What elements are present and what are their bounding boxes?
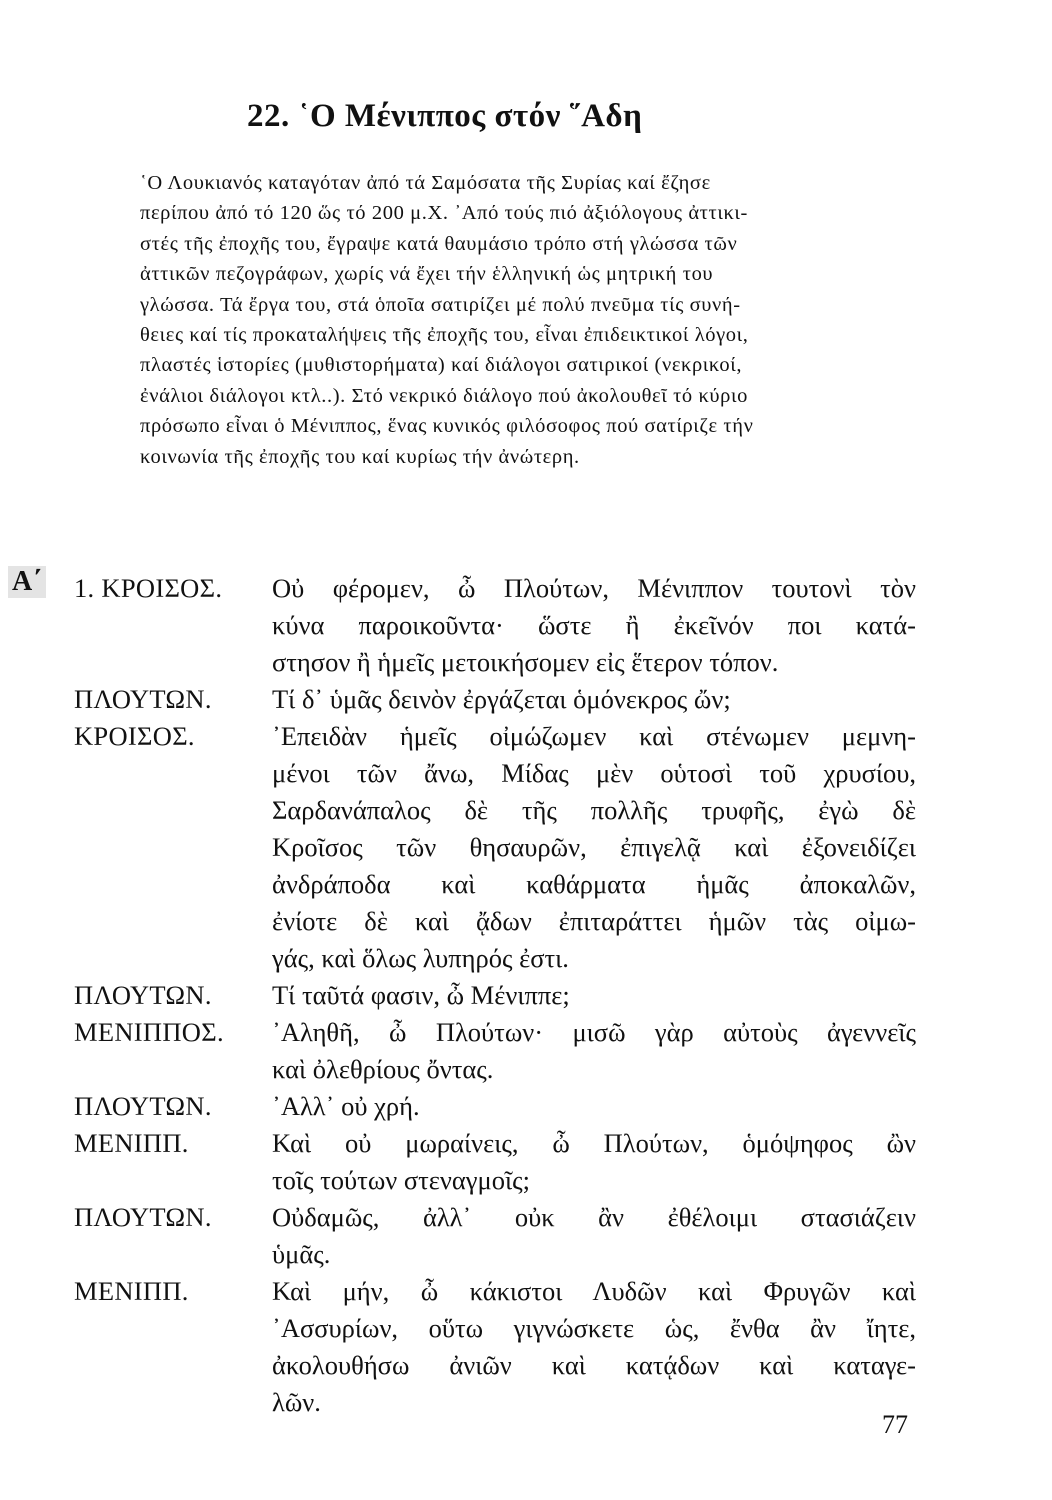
intro-line: πρόσωπο εἶναι ὁ Μένιππος, ἕνας κυνικός φιλόσοφος πού σατίριζε τήν [140,415,754,438]
speaker-name: ΠΛΟΥΤΩΝ. [74,980,212,1010]
dialogue-turn [74,681,934,718]
speech-line: Καὶ μήν, ὦ κάκιστοι Λυδῶν καὶ Φρυγῶν καὶ [272,1276,916,1306]
dialogue-turn [74,1199,934,1273]
speech-line: τοῖς τούτων στεναγμοῖς; [272,1165,530,1195]
speech-line: ᾿Ασσυρίων, οὕτω γιγνώσκετε ὡς, ἔνθα ἂν ἴητε, [272,1313,916,1343]
introduction-paragraph [140,168,933,472]
section-marker: Α΄ [8,566,46,598]
speech-line: ᾿Αλλ᾿ οὐ χρή. [272,1091,420,1121]
dialogue-turn [74,977,934,1014]
intro-line: θειες καί τίς προκαταλήψεις τῆς ἐποχῆς του, εἶναι ἐπιδεικτικοί λόγοι, [140,323,749,346]
dialogue-turn [74,718,934,977]
speech-line: ἀνδράποδα καὶ καθάρματα ἡμᾶς ἀποκαλῶν, [272,869,916,899]
speech-line: ἐνίοτε δὲ καὶ ᾄδων ἐπιταράττει ἡμῶν τὰς οἰμω- [272,906,916,936]
speech-line: Τί δ᾿ ὑμᾶς δεινὸν ἐργάζεται ὁμόνεκρος ὤν; [272,684,731,714]
speech-text [272,718,916,977]
intro-line: ῾Ο Λουκιανός καταγόταν ἀπό τά Σαμόσατα τῆς Συρίας καί ἔζησε [140,172,711,194]
dialogue-turn [74,1125,934,1199]
speaker-name: ΠΛΟΥΤΩΝ. [74,1202,212,1232]
speech-line: μένοι τῶν ἄνω, Μίδας μὲν οὑτοσὶ τοῦ χρυσίου, [272,758,916,788]
speech-line: Οὐ φέρομεν, ὦ Πλούτων, Μένιππον τουτονὶ τὸν [272,573,916,603]
speaker-name: ΜΕΝΙΠΠ. [74,1128,189,1158]
dialogue-turn [74,570,934,681]
speech-line: ᾿Αληθῆ, ὦ Πλούτων· μισῶ γὰρ αὐτοὺς ἀγεννεῖς [272,1017,916,1047]
speech-line: καὶ ὀλεθρίους ὄντας. [272,1054,494,1084]
speaker-name: ΜΕΝΙΠΠΟΣ. [74,1017,224,1047]
speech-text [272,1125,916,1199]
intro-line: κοινωνία τῆς ἐποχῆς του καί κυρίως τήν ἀνώτερη. [140,445,580,468]
speech-text [272,1273,916,1421]
speech-line: Οὐδαμῶς, ἀλλ᾿ οὐκ ἂν ἐθέλοιμι στασιάζειν [272,1202,916,1232]
speech-line: λῶν. [272,1387,321,1417]
speech-line: κύνα παροικοῦντα· ὥστε ἢ ἐκεῖνόν ποι κατά- [272,610,916,640]
speech-text [272,1014,916,1088]
speech-line: στησον ἢ ἡμεῖς μετοικήσομεν εἰς ἕτερον τόπον. [272,647,779,677]
dialogue-text [74,570,934,1421]
intro-line: πλαστές ἱστορίες (μυθιστορήματα) καί διάλογοι σατιρικοί (νεκρικοί, [140,354,743,377]
speaker-name: ΜΕΝΙΠΠ. [74,1276,189,1306]
speech-line: ὑμᾶς. [272,1239,331,1269]
speech-line: Κροῖσος τῶν θησαυρῶν, ἐπιγελᾷ καὶ ἐξονειδίζει [272,832,916,862]
speech-text [272,570,916,681]
speaker-name: 1. ΚΡΟΙΣΟΣ. [74,573,223,603]
speaker-name: ΠΛΟΥΤΩΝ. [74,1091,212,1121]
dialogue-turn [74,1088,934,1125]
speaker-name: ΚΡΟΙΣΟΣ. [74,721,195,751]
speech-text [272,1199,916,1273]
page-number: 77 [882,1410,908,1439]
intro-line: περίπου ἀπό τό 120 ὥς τό 200 μ.Χ. ᾿Από τούς πιό ἀξιόλογους ἀττικι- [140,202,748,225]
speech-line: γάς, καὶ ὅλως λυπηρός ἐστι. [272,943,569,973]
speech-text [272,681,916,718]
dialogue-turn [74,1273,934,1421]
speech-line: Σαρδανάπαλος δὲ τῆς πολλῆς τρυφῆς, ἐγὼ δὲ [272,795,916,825]
speech-text [272,977,916,1014]
speech-line: Καὶ οὐ μωραίνεις, ὦ Πλούτων, ὁμόψηφος ὢν [272,1128,916,1158]
chapter-title: 22. ῾Ο Μένιππος στόν ῞Αδη [247,98,643,134]
speech-line: ᾿Επειδὰν ἡμεῖς οἰμώζωμεν καὶ στένωμεν μεμνη- [272,721,916,751]
intro-line: γλώσσα. Τά ἔργα του, στά ὁποῖα σατιρίζει μέ πολύ πνεῦμα τίς συνή- [140,293,741,316]
intro-line: στές τῆς ἐποχῆς του, ἔγραψε κατά θαυμάσιο τρόπο στή γλώσσα τῶν [140,232,738,255]
speech-line: ἀκολουθήσω ἀνιῶν καὶ κατᾴδων καὶ καταγε- [272,1350,916,1380]
speaker-name: ΠΛΟΥΤΩΝ. [74,684,212,714]
speech-line: Τί ταῦτά φασιν, ὦ Μένιππε; [272,980,570,1010]
intro-line: ἀττικῶν πεζογράφων, χωρίς νά ἔχει τήν ἑλληνική ὡς μητρική του [140,263,714,286]
dialogue-turn [74,1014,934,1088]
intro-line: ἐνάλιοι διάλογοι κτλ..). Στό νεκρικό διάλογο πού ἀκολουθεῖ τό κύριο [140,384,748,407]
speech-text [272,1088,916,1125]
